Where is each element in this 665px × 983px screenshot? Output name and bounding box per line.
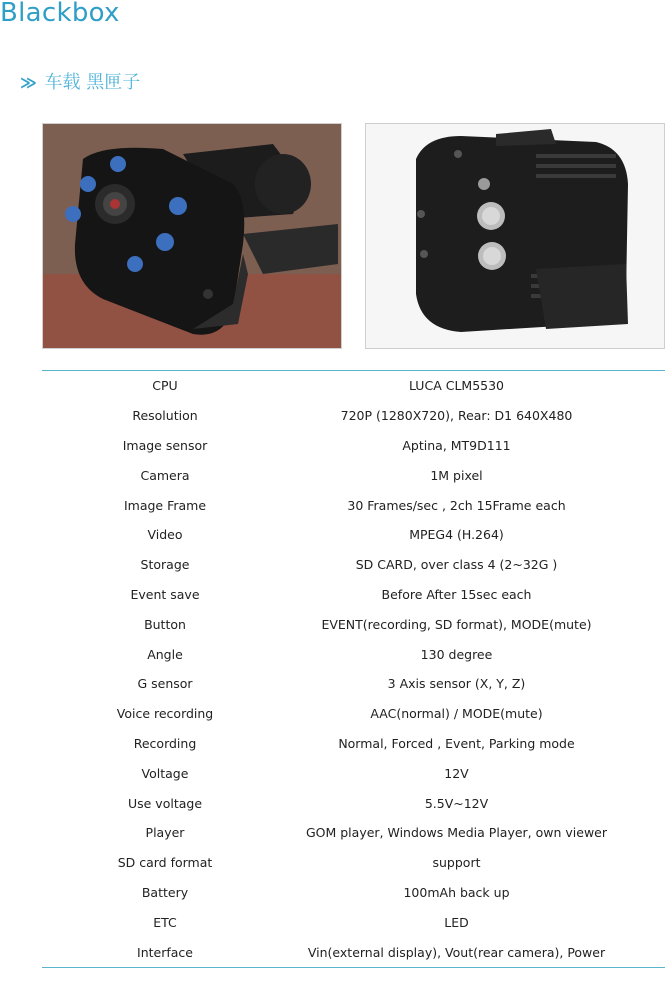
spec-value: 30 Frames/sec , 2ch 15Frame each <box>347 497 566 513</box>
spec-value: LED <box>444 914 469 930</box>
spec-row <box>42 431 665 461</box>
spec-label: Button <box>144 616 186 632</box>
spec-row <box>42 460 665 490</box>
spec-label: Interface <box>137 944 193 960</box>
spec-label: Use voltage <box>127 795 203 811</box>
spec-row <box>42 580 665 610</box>
spec-row <box>42 878 665 908</box>
product-photo-back <box>365 123 665 349</box>
spec-row <box>42 371 665 401</box>
spec-value: Vin(external display), Vout(rear camera), Power <box>307 944 606 960</box>
spec-row <box>42 758 665 788</box>
spec-row <box>42 729 665 759</box>
spec-row <box>42 818 665 848</box>
spec-label: Voltage <box>141 765 189 781</box>
section-heading-label: 车载 黑匣子 <box>44 72 141 93</box>
spec-value: 3 Axis sensor (X, Y, Z) <box>387 676 526 692</box>
spec-value: Aptina, MT9D111 <box>402 437 511 453</box>
spec-label: CPU <box>152 378 178 394</box>
spec-value: EVENT(recording, SD format), MODE(mute) <box>321 616 592 632</box>
spec-row <box>42 550 665 580</box>
spec-value: 720P (1280X720), Rear: D1 640X480 <box>340 408 573 424</box>
spec-row <box>42 788 665 818</box>
double-chevron-icon: ≫ <box>20 73 37 92</box>
spec-value: 12V <box>444 765 469 781</box>
spec-row <box>42 609 665 639</box>
spec-value: Before After 15sec each <box>381 586 532 602</box>
spec-label: Angle <box>147 646 183 662</box>
spec-label: Camera <box>140 467 190 483</box>
spec-row <box>42 848 665 878</box>
spec-value: 5.5V~12V <box>424 795 489 811</box>
spec-row <box>42 490 665 520</box>
spec-row <box>42 699 665 729</box>
spec-row <box>42 639 665 669</box>
spec-value: AAC(normal) / MODE(mute) <box>370 706 543 722</box>
spec-row <box>42 937 665 967</box>
spec-label: Storage <box>140 557 190 573</box>
spec-label: G sensor <box>137 676 193 692</box>
spec-row <box>42 520 665 550</box>
spec-value: Normal, Forced , Event, Parking mode <box>338 735 575 751</box>
spec-label: Image Frame <box>123 497 207 513</box>
spec-label: Voice recording <box>116 706 214 722</box>
spec-value: 130 degree <box>420 646 493 662</box>
spec-label: Event save <box>130 586 200 602</box>
spec-value: 100mAh back up <box>403 884 510 900</box>
spec-value: LUCA CLM5530 <box>408 378 505 394</box>
spec-label: Recording <box>133 735 197 751</box>
spec-value: SD CARD, over class 4 (2~32G ) <box>355 557 558 573</box>
spec-label: SD card format <box>117 855 213 871</box>
spec-label: Battery <box>141 884 189 900</box>
spec-value: GOM player, Windows Media Player, own viewer <box>305 825 608 841</box>
spec-table <box>42 370 665 968</box>
product-photo-front <box>42 123 342 349</box>
section-heading <box>20 68 140 94</box>
spec-label: Player <box>145 825 185 841</box>
spec-label: Image sensor <box>122 437 208 453</box>
page-title: Blackbox <box>0 0 120 28</box>
spec-value: 1M pixel <box>430 467 483 483</box>
spec-row <box>42 669 665 699</box>
spec-label: Resolution <box>132 408 198 424</box>
spec-label: Video <box>147 527 183 543</box>
spec-row <box>42 907 665 937</box>
spec-label: ETC <box>153 914 177 930</box>
spec-value: MPEG4 (H.264) <box>409 527 504 543</box>
spec-row <box>42 401 665 431</box>
spec-value: support <box>432 855 481 871</box>
